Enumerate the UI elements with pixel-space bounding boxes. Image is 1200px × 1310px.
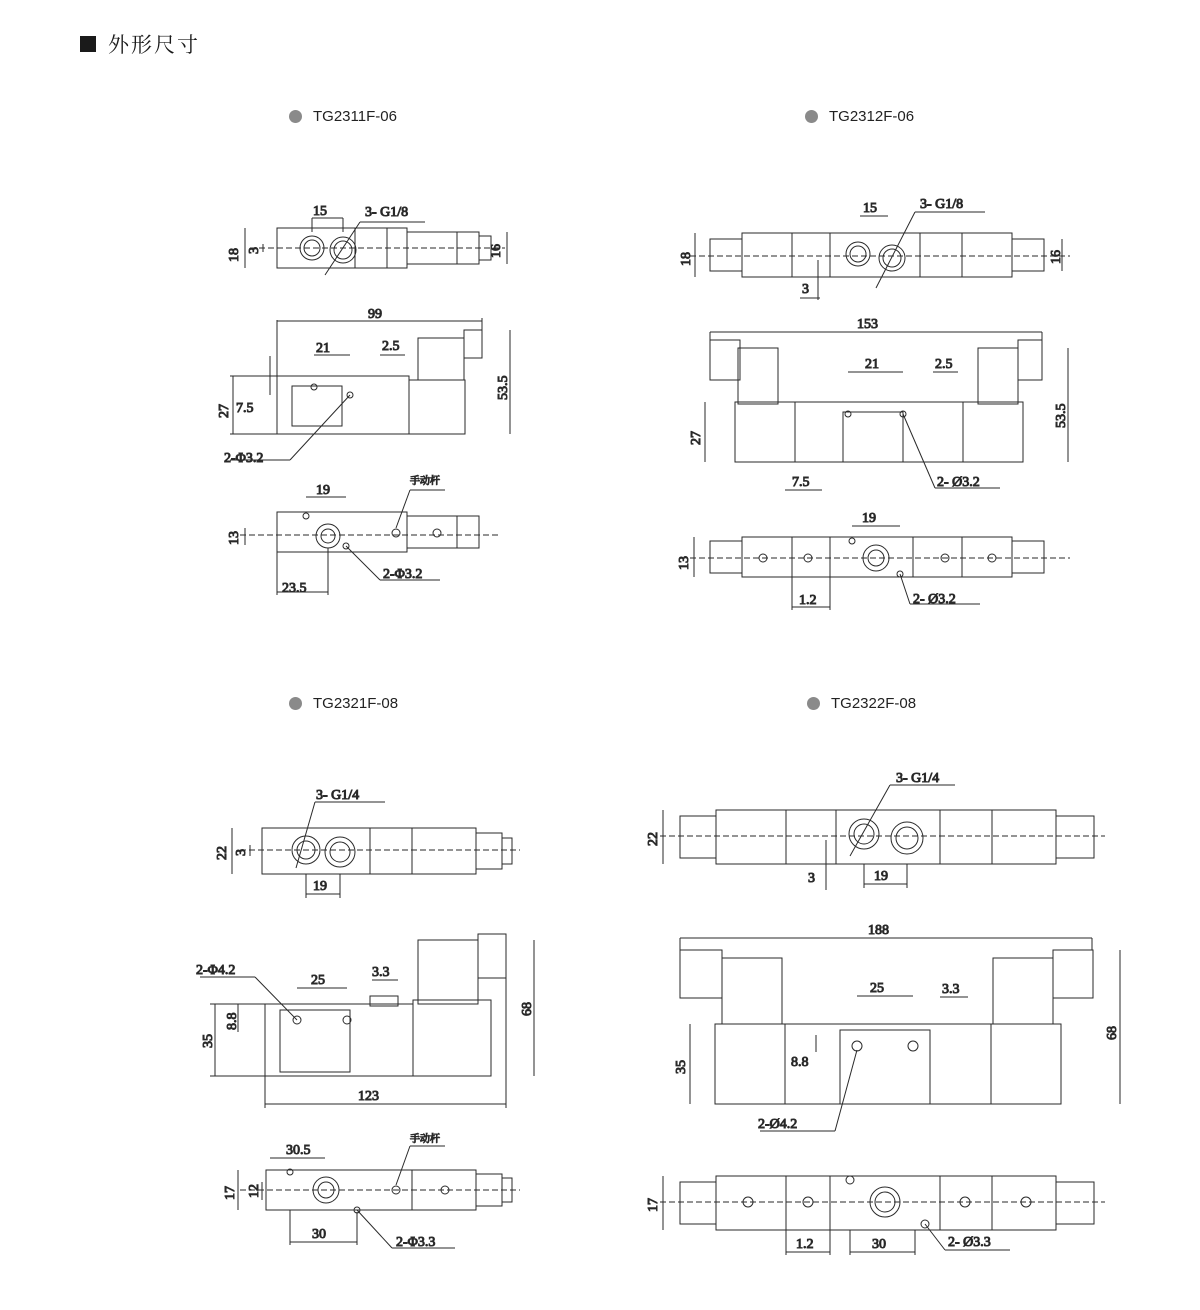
- dim-label: 3: [808, 871, 815, 886]
- tg2321f-top-view: [232, 802, 520, 898]
- dim-label: 68: [1105, 1026, 1120, 1040]
- dim-label: 19: [874, 869, 888, 884]
- dim-label: 2.5: [935, 357, 953, 372]
- dim-label: 17: [223, 1186, 238, 1200]
- dim-label: 19: [862, 511, 876, 526]
- dim-label: 13: [677, 556, 692, 570]
- dim-label: 27: [217, 404, 232, 418]
- dim-label: 3: [802, 282, 809, 297]
- tg2311f-bottom-view: [240, 490, 500, 595]
- dim-label: 99: [368, 307, 382, 322]
- dim-label: 25: [311, 973, 325, 988]
- dim-label: 1.2: [796, 1237, 814, 1252]
- dim-label: 19: [316, 483, 330, 498]
- dim-label: 27: [689, 431, 704, 445]
- model-name: TG2321F-08: [313, 695, 399, 712]
- dim-label: 30: [872, 1237, 886, 1252]
- dim-label: 2- Ø3.2: [937, 475, 980, 490]
- dim-label: 53.5: [1054, 403, 1069, 428]
- dim-label: 1.2: [799, 593, 817, 608]
- tg2312f-top-view: [690, 212, 1070, 300]
- tg2321f-front-view: [200, 934, 534, 1108]
- dim-label: 188: [868, 923, 889, 938]
- dim-label: 15: [313, 204, 327, 219]
- dim-label: 21: [865, 357, 879, 372]
- dim-label: 8.8: [225, 1012, 240, 1030]
- dim-label: 16: [1049, 250, 1064, 264]
- dim-label: 2-Ø4.2: [758, 1117, 798, 1132]
- tg2312f-front-view: [705, 332, 1068, 490]
- dim-label: 3- G1/4: [896, 771, 940, 786]
- dim-label: 16: [489, 244, 504, 258]
- dim-label: 22: [215, 846, 230, 860]
- dim-label: 21: [316, 341, 330, 356]
- dim-label: 手动杆: [410, 1134, 440, 1145]
- dim-label: 7.5: [792, 475, 810, 490]
- dim-label: 68: [520, 1002, 535, 1016]
- tg2311f-top-view: [245, 218, 507, 275]
- dim-label: 17: [646, 1198, 661, 1212]
- dim-label: 3.3: [942, 982, 960, 997]
- dim-label: 23.5: [282, 581, 307, 596]
- dim-label: 18: [227, 248, 242, 262]
- dim-label: 30.5: [286, 1143, 311, 1158]
- dim-label: 3- G1/4: [316, 788, 360, 803]
- section-title: 外形尺寸: [108, 33, 200, 57]
- dim-label: 2-Φ3.2: [383, 567, 423, 582]
- dim-label: 53.5: [496, 375, 511, 400]
- dim-label: 22: [646, 832, 661, 846]
- dim-label: 35: [674, 1060, 689, 1074]
- dim-label: 19: [313, 879, 327, 894]
- dim-label: 2.5: [382, 339, 400, 354]
- dim-label: 2-Φ4.2: [196, 963, 236, 978]
- tg2322f-front-view: [680, 938, 1120, 1131]
- dim-label: 2-Φ3.2: [224, 451, 264, 466]
- dim-label: 15: [863, 201, 877, 216]
- dim-label: 3: [234, 849, 249, 856]
- model-name: TG2322F-08: [831, 695, 917, 712]
- tg2311f-front-view: [230, 318, 510, 460]
- dim-label: 2- Ø3.2: [913, 592, 956, 607]
- dim-label: 153: [857, 317, 878, 332]
- dim-label: 7.5: [236, 401, 254, 416]
- dim-label: 12: [247, 1184, 262, 1198]
- tg2321f-bottom-view: [238, 1146, 520, 1248]
- dim-label: 2- Ø3.3: [948, 1235, 991, 1250]
- dim-label: 35: [201, 1034, 216, 1048]
- dim-label: 3- G1/8: [365, 205, 409, 220]
- dim-label: 8.8: [791, 1055, 809, 1070]
- dim-label: 25: [870, 981, 884, 996]
- model-name: TG2311F-06: [313, 108, 397, 125]
- dim-label: 手动杆: [410, 476, 440, 487]
- tg2312f-bottom-view: [690, 526, 1070, 610]
- dim-label: 123: [358, 1089, 379, 1104]
- dim-label: 3: [247, 247, 262, 254]
- dim-label: 3.3: [372, 965, 390, 980]
- dim-label: 2-Φ3.3: [396, 1235, 436, 1250]
- dim-label: 18: [679, 252, 694, 266]
- dim-label: 30: [312, 1227, 326, 1242]
- dim-label: 13: [227, 531, 242, 545]
- dim-label: 3- G1/8: [920, 197, 964, 212]
- model-name: TG2312F-06: [829, 108, 915, 125]
